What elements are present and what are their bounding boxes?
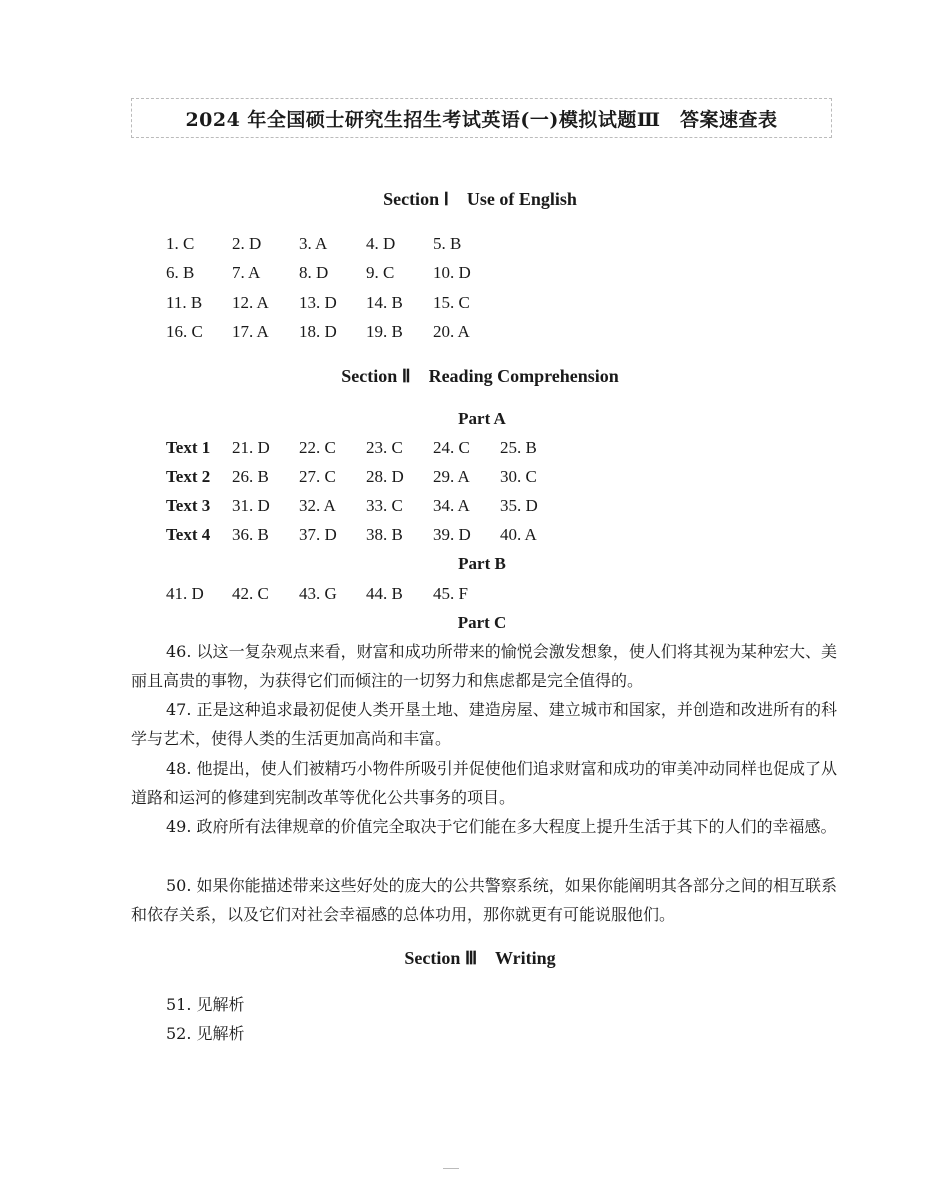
answer: 14. B — [366, 293, 403, 312]
part-b-heading: Part B — [458, 554, 506, 573]
answer: 5. B — [433, 234, 462, 253]
translation-49: 49. 政府所有法律规章的价值完全取决于它们能在多大程度上提升生活于其下的人们的幸福感。 — [166, 817, 837, 836]
translation-50: 50. 如果你能描述带来这些好处的庞大的公共警察系统，如果你能阐明其各部分之间的相互联系和依存关系，以及它们对社会幸福感的总体功用，那你就更有可能说服他们。 — [131, 876, 837, 924]
text-label: Text 2 — [166, 467, 211, 486]
answer: 7. A — [232, 263, 261, 282]
answer: 18. D — [299, 322, 337, 341]
answer: 42. C — [232, 584, 269, 603]
answer: 25. B — [500, 438, 537, 457]
answer: 45. F — [433, 584, 468, 603]
answer: 29. A — [433, 467, 470, 486]
answer: 13. D — [299, 293, 337, 312]
answer: 6. B — [166, 263, 195, 282]
section-2-heading: Section Ⅱ Reading Comprehension — [341, 366, 619, 386]
answer: 27. C — [299, 467, 336, 486]
answer: 36. B — [232, 525, 269, 544]
answer: 24. C — [433, 438, 470, 457]
answer: 26. B — [232, 467, 269, 486]
answer: 37. D — [299, 525, 337, 544]
answer: 3. A — [299, 234, 328, 253]
answer: 12. A — [232, 293, 269, 312]
section-1-heading: Section Ⅰ Use of English — [383, 189, 577, 209]
footer-divider — [443, 1168, 459, 1169]
answer: 32. A — [299, 496, 336, 515]
title-box — [131, 98, 832, 138]
answer: 11. B — [166, 293, 203, 312]
answer: 34. A — [433, 496, 470, 515]
answer: 2. D — [232, 234, 262, 253]
answer: 17. A — [232, 322, 269, 341]
part-c-heading: Part C — [457, 613, 507, 632]
answer: 43. G — [299, 584, 337, 603]
text-label: Text 1 — [166, 438, 211, 457]
answer: 38. B — [366, 525, 403, 544]
answer: 30. C — [500, 467, 537, 486]
answer: 40. A — [500, 525, 537, 544]
answer: 10. D — [433, 263, 471, 282]
page-title: 2024 年全国硕士研究生招生考试英语(一)模拟试题Ⅲ 答案速查表 — [185, 108, 778, 131]
answer: 4. D — [366, 234, 396, 253]
answer: 15. C — [433, 293, 470, 312]
answer: 41. D — [166, 584, 204, 603]
answer: 21. D — [232, 438, 270, 457]
writing-item-51: 51. 见解析 — [166, 995, 245, 1014]
answer: 28. D — [366, 467, 404, 486]
translation-46: 46. 以这一复杂观点来看，财富和成功所带来的愉悦会激发想象，使人们将其视为某种宏大、美丽且高贵的事物，为获得它们而倾注的一切努力和焦虑都是完全值得的。 — [131, 642, 837, 690]
answer: 44. B — [366, 584, 403, 603]
answer: 23. C — [366, 438, 403, 457]
answer: 31. D — [232, 496, 270, 515]
answer: 9. C — [366, 263, 395, 282]
answer: 39. D — [433, 525, 471, 544]
section-3-heading: Section Ⅲ Writing — [404, 948, 556, 968]
text-label: Text 4 — [166, 525, 211, 544]
answer: 1. C — [166, 234, 195, 253]
answer: 33. C — [366, 496, 403, 515]
text-label: Text 3 — [166, 496, 211, 515]
answer: 19. B — [366, 322, 403, 341]
translation-48: 48. 他提出，使人们被精巧小物件所吸引并促使他们追求财富和成功的审美冲动同样也促成了从道路和运河的修建到宪制改革等优化公共事务的项目。 — [131, 759, 837, 807]
answer: 20. A — [433, 322, 470, 341]
answer: 8. D — [299, 263, 329, 282]
part-a-heading: Part A — [458, 409, 506, 428]
answer: 16. C — [166, 322, 203, 341]
answer: 35. D — [500, 496, 538, 515]
answer: 22. C — [299, 438, 336, 457]
translation-47: 47. 正是这种追求最初促使人类开垦土地、建造房屋、建立城市和国家，并创造和改进所有的科学与艺术，使得人类的生活更加高尚和丰富。 — [131, 700, 837, 748]
writing-item-52: 52. 见解析 — [166, 1024, 245, 1043]
